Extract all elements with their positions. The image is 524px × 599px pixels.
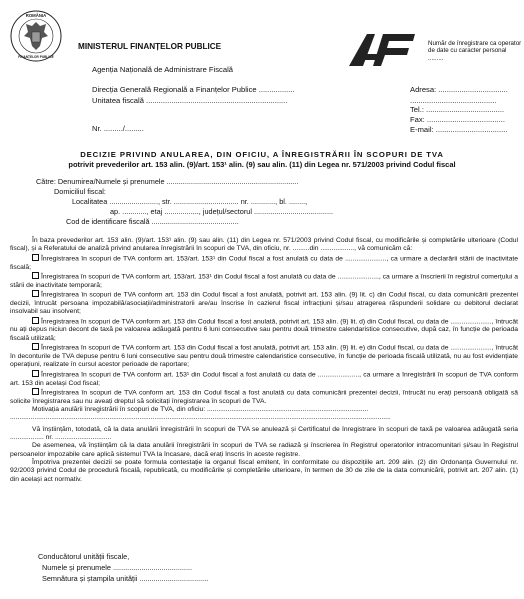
intro-paragraph: În baza prevederilor art. 153 alin. (9)/art. 153¹ alin. (9) sau alin. (11) din Legea nr. 571/2003 privind Codul fiscal, cu modificările și completările ulterioare (Codul fiscal), și a Referatului de analiză privind anularea înregistrării în scopuri de TVA, din oficiu, nr. .........din .................., vă comunicăm că:	[10, 237, 518, 253]
separator-dots: ...........................................................................................................................................................................................................	[10, 414, 391, 422]
option-5: Înregistrarea în scopuri de TVA conform art. 153 din Codul fiscal a fost anulată, potrivit art. 153 alin. (9) lit. e) din Codul fiscal, cu data de ......................, întrucât în deconturile de TVA depuse pentru 6 luni consecutive sau pentru două trimestre calendaristice consecutive, în funcție de perioada fiscală utilizată, nu au fost evidențiate operațiuni, realizate în cursul acestor perioade de raportare;	[10, 344, 518, 369]
option-7: Înregistrarea în scopuri de TVA conform art. 153 din Codul fiscal a fost anulată cu data comunicării prezentei decizii, întrucât nu erați persoană obligată să solicite înregistrarea sau nu aveați dreptul să solicitați înregistrarea în scopuri de TVA.	[10, 389, 518, 405]
fax-field: Fax: .....................................	[410, 115, 505, 124]
data-operator-caption: Număr de înregistrare ca operator de date cu caracter personal .........	[428, 40, 522, 62]
ministry-name: MINISTERUL FINANȚELOR PUBLICE	[78, 42, 222, 51]
address-field: Adresa: .................................	[410, 85, 508, 94]
checkbox-option-3[interactable]	[32, 290, 39, 297]
option-2: Înregistrarea în scopuri de TVA conform art. 153/art. 153¹ din Codul fiscal a fost anulată cu data de ......................, ca urmare a înscrierii în registrul comerțului a stării de inactivitate temporară;	[10, 273, 518, 289]
fiscal-id-code: Cod de identificare fiscală ...........................................	[66, 217, 239, 226]
decision-body	[10, 237, 518, 484]
locality-line: Localitatea ........................, str. ................................ nr. ............, bl. ........,	[72, 197, 308, 206]
email-field: E-mail: ..................................	[410, 125, 508, 134]
registration-number: Nr. ........./.........	[92, 124, 144, 133]
decision-subtitle: potrivit prevederilor art. 153 alin. (9)/art. 153¹ alin. (9) sau alin. (11) din Legea nr. 571/2003 privind Codul fiscal	[68, 160, 456, 169]
tel-field: Tel.: .....................................	[410, 105, 505, 114]
motivation-line: Motivația anulării înregistrării în scopuri de TVA, din oficiu: ......................................................................................	[32, 406, 369, 414]
checkbox-option-1[interactable]	[32, 254, 39, 261]
certificate-paragraph: Vă înștiințăm, totodată, că la data anulării înregistrării în scopuri de TVA se anulează și Certificatul de înregistrare în scopuri de taxă pe valoarea adăugată seria .................. nr. ..............................	[10, 425, 518, 442]
option-1: Înregistrarea în scopuri de TVA conform art. 153/art. 153¹ din Codul fiscal a fost anulată cu data de ......................, ca urmare a declarării stării de inactivitate fiscală;	[10, 255, 518, 271]
checkbox-option-6[interactable]	[32, 370, 39, 377]
recipient-name: Către: Denumirea/Numele și prenumele .................................................................	[36, 177, 299, 186]
option-6: Înregistrarea în scopuri de TVA conform art. 153¹ din Codul fiscal a fost anulată cu data de ......................, ca urmare a înregistrării în scopuri de TVA conform art. 153 din același Cod fiscal;	[10, 371, 518, 387]
anaf-af-logo	[345, 26, 425, 72]
option-4: Înregistrarea în scopuri de TVA conform art. 153 din Codul fiscal a fost anulată, potrivit art. 153 alin. (9) lit. d) din Codul fiscal, cu data de ......................, întrucât nu ați depus niciun decont de taxă pe valoarea adăugată pentru 6 luni consecutive sau pentru două trimestre calendaristice consecutive, după caz, în funcție de perioada fiscală utilizată;	[10, 318, 518, 342]
checkbox-option-2[interactable]	[32, 272, 39, 279]
signature-stamp: Semnătura și ștampila unității ..................................	[42, 574, 209, 583]
apartment-line: ap. ............, etaj ................., județul/sectorul .......................................	[110, 207, 334, 216]
checkbox-option-7[interactable]	[32, 388, 39, 395]
signature-head: Conducătorul unității fiscale,	[38, 552, 130, 561]
directorate-line: Direcția Generală Regională a Finanțelor Publice .................	[92, 85, 295, 94]
checkbox-option-4[interactable]	[32, 317, 39, 324]
address-field-cont: .........................................	[410, 96, 497, 105]
decision-title: DECIZIE PRIVIND ANULAREA, DIN OFICIU, A ÎNREGISTRĂRII ÎN SCOPURI DE TVA	[80, 150, 444, 159]
option-3: Înregistrarea în scopuri de TVA conform art. 153 din Codul fiscal a fost anulată, potrivit art. 153 alin. (9) lit. c) din Codul fiscal, cu data comunicării prezentei decizii, întrucât persoana impozabilă/asociații/administratorii are/au înscrise în cazierul fiscal infracțiuni și/sau atragerea răspunderii solidare cu debitorul declarat insolvabil sau insolvent;	[10, 291, 518, 316]
signature-name: Numele și prenumele .......................................	[42, 563, 193, 572]
fiscal-domicile-label: Domiciliul fiscal:	[54, 187, 106, 196]
fiscal-unit-line: Unitatea fiscală ...................................................................	[92, 96, 288, 105]
checkbox-option-5[interactable]	[32, 343, 39, 350]
svg-text:ROMÂNIA: ROMÂNIA	[25, 13, 47, 18]
registers-paragraph: De asemenea, vă înștiințăm că la data anulării înregistrării în scopuri de TVA se radiază și înscrierea în Registrul operatorilor intracomunitari și/sau în Registrul persoanelor impozabile care aplică sistemul TVA la încasare, dacă erați înscris în aceste registre.	[10, 442, 518, 458]
romania-crest-seal	[10, 10, 62, 62]
agency-name: Agenția Națională de Administrare Fiscală	[92, 65, 233, 74]
appeal-paragraph: Împotriva prezentei decizii se poate formula contestație la organul fiscal emitent, în conformitate cu dispozițiile art. 209 alin. (2) din Ordonanța Guvernului nr. 92/2003 privind Codul de procedură fiscală, republicată, cu modificările și completările ulterioare, în termen de 30 de zile de la data comunicării, potrivit art. 207 alin. (1) din același act normativ.	[10, 459, 518, 483]
svg-text:FINANȚELOR PUBLICE: FINANȚELOR PUBLICE	[18, 55, 54, 59]
